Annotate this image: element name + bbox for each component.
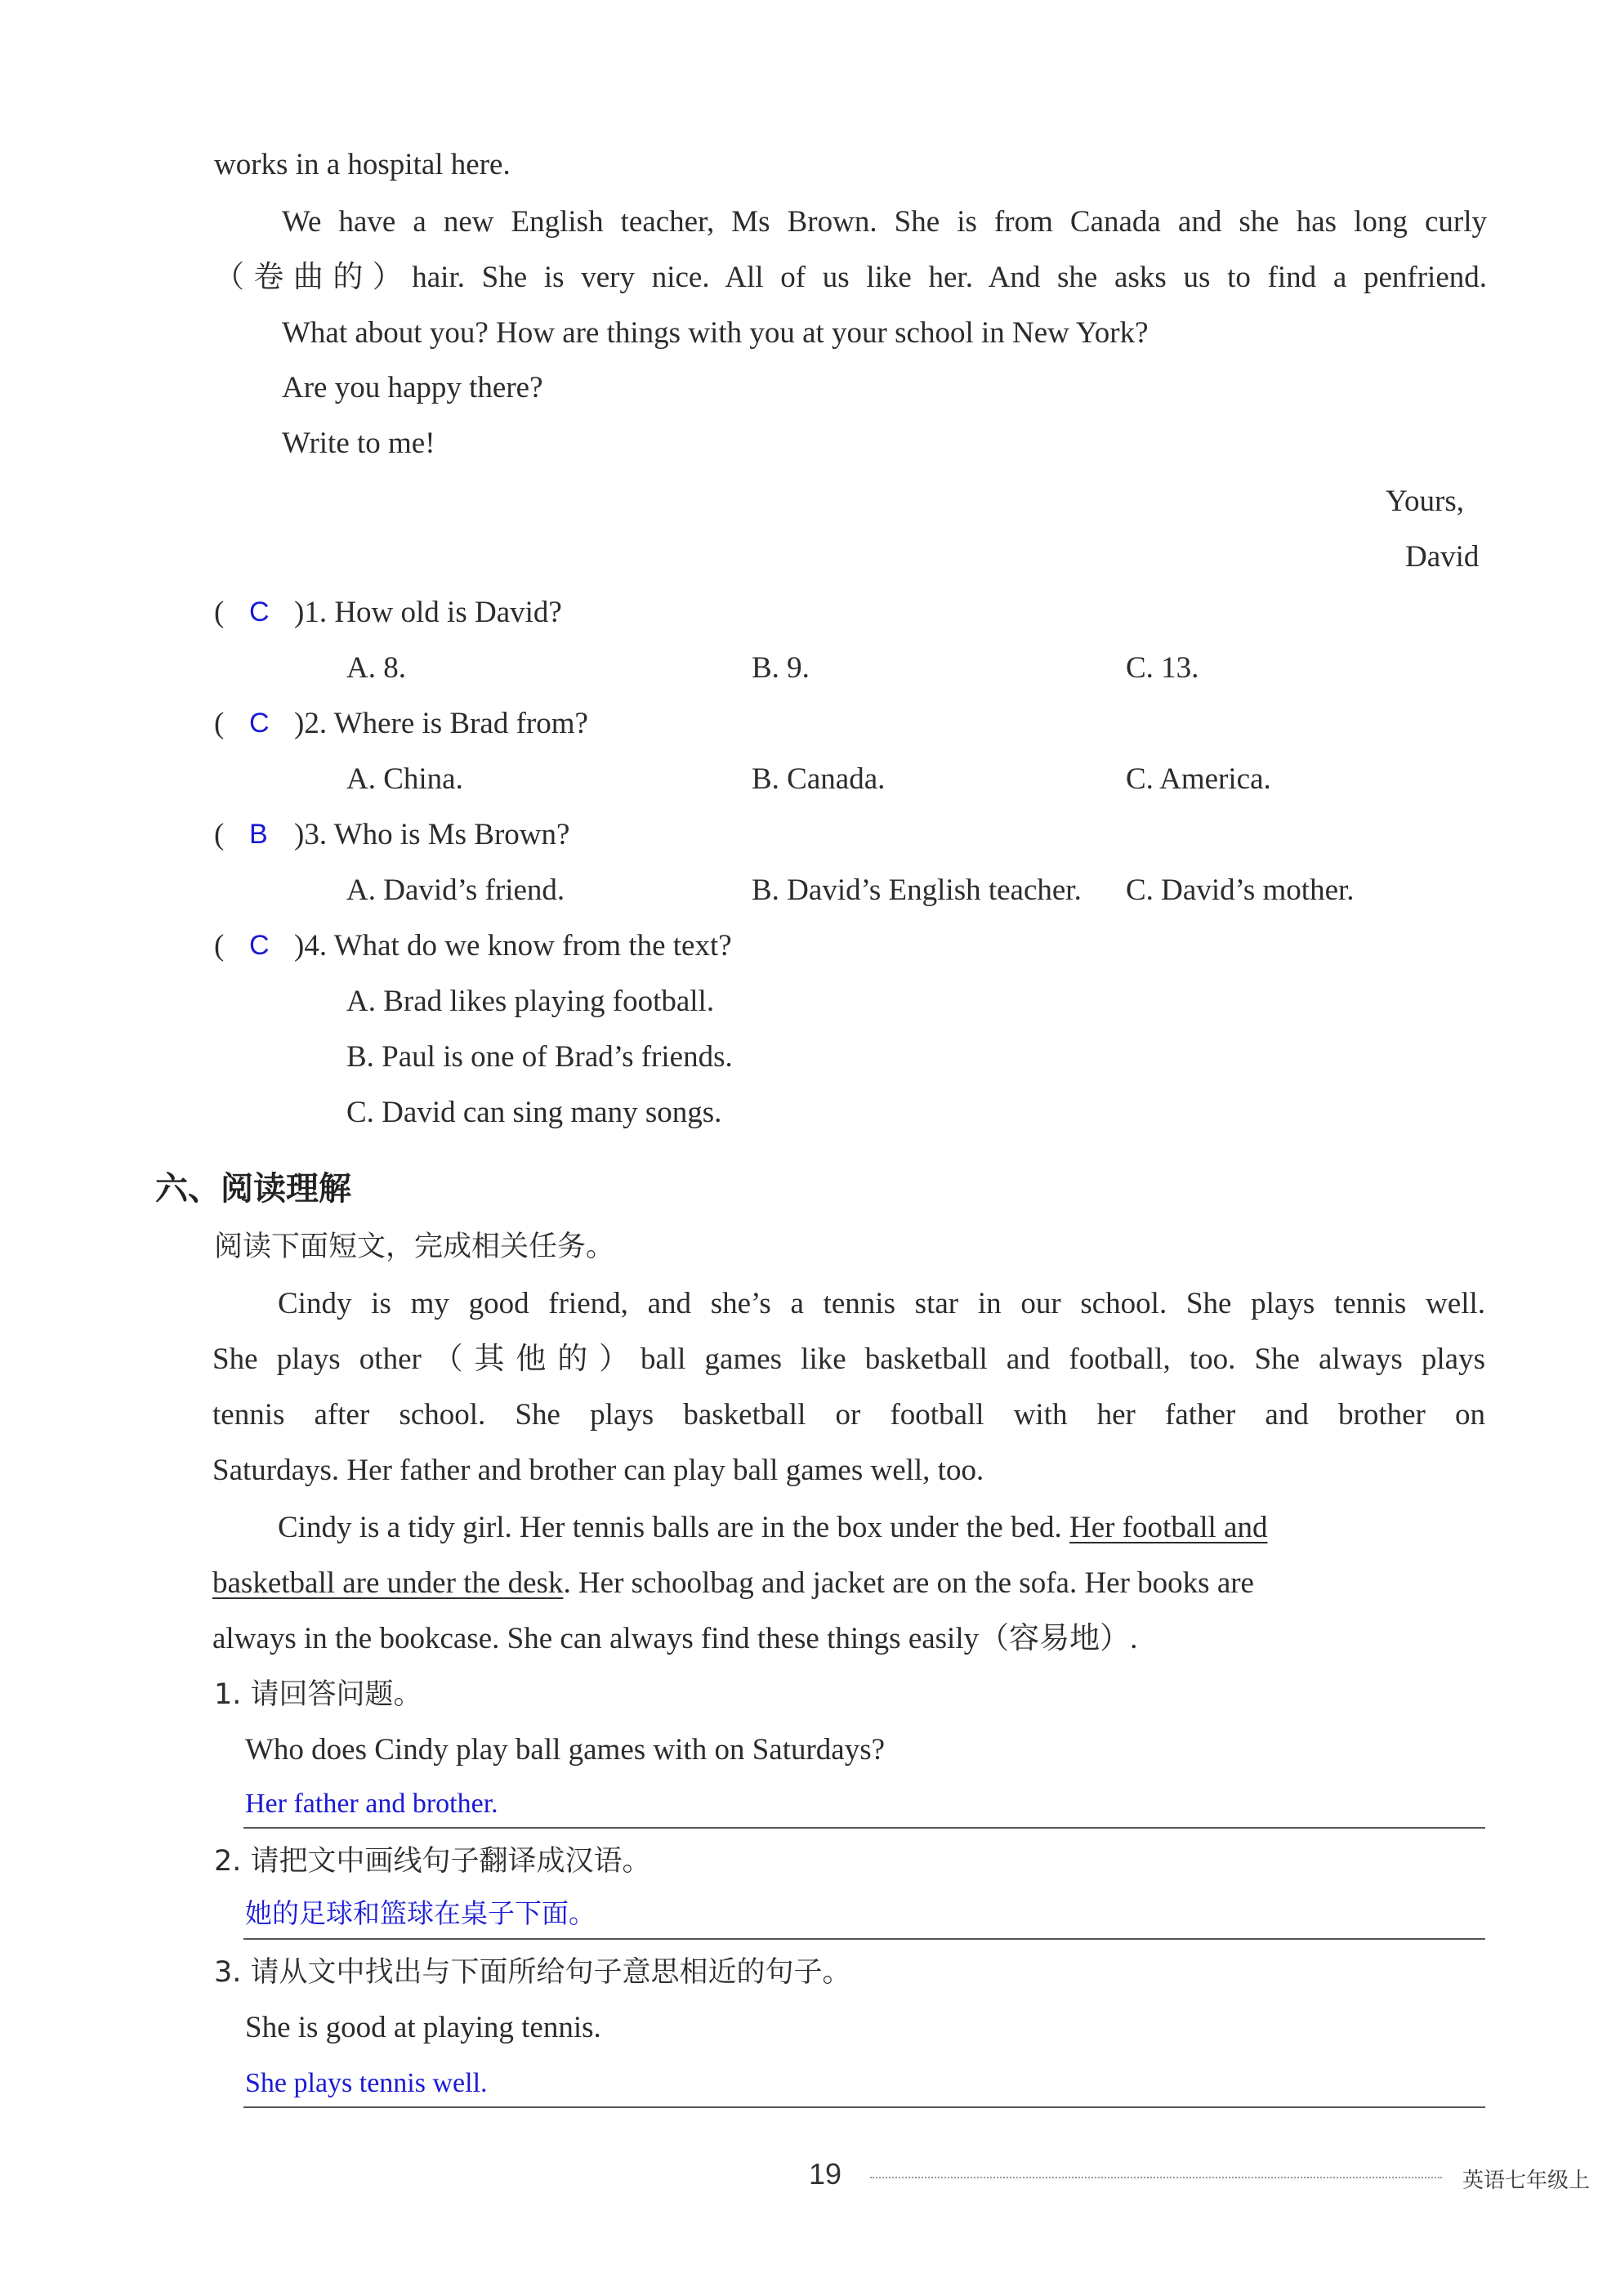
underlined-sentence: Her football and xyxy=(1069,1511,1268,1544)
task-prompt: Who does Cindy play ball games with on Saturdays? xyxy=(245,1733,886,1767)
task-label: 3. 请从文中找出与下面所给句子意思相近的句子。 xyxy=(214,1956,851,1989)
option-a: A. 8. xyxy=(346,651,406,685)
letter-paragraph-line: （卷曲的）hair. She is very nice. All of us like her. And she asks us to find a penfriend. xyxy=(214,261,1487,294)
passage-line: always in the bookcase. She can always find these things easily（容易地）. xyxy=(212,1622,1138,1655)
task-answer: 她的足球和篮球在桌子下面。 xyxy=(245,1897,596,1929)
option-a: A. David’s friend. xyxy=(346,873,565,907)
letter-paragraph: Are you happy there? xyxy=(282,371,543,404)
option-c: C. 13. xyxy=(1126,651,1199,685)
footer-divider xyxy=(870,2177,1442,2178)
option-c: C. David’s mother. xyxy=(1126,873,1355,907)
page-number: 19 xyxy=(809,2157,842,2191)
answer-paren: ( xyxy=(214,707,225,740)
option-a: A. China. xyxy=(346,762,463,796)
question-stem: )4. What do we know from the text? xyxy=(294,929,732,963)
question-stem: )3. Who is Ms Brown? xyxy=(294,818,570,851)
answer-line xyxy=(243,1827,1485,1829)
option-a: A. Brad likes playing football. xyxy=(346,985,715,1018)
section-instruction: 阅读下面短文，完成相关任务。 xyxy=(214,1231,615,1263)
answer-line xyxy=(243,1938,1485,1940)
task-prompt: She is good at playing tennis. xyxy=(245,2011,601,2044)
option-b: B. 9. xyxy=(752,651,810,685)
book-label: 英语七年级上 xyxy=(1462,2169,1591,2193)
option-b: B. Canada. xyxy=(752,762,886,796)
question-stem: )2. Where is Brad from? xyxy=(294,707,588,740)
option-c: C. David can sing many songs. xyxy=(346,1096,722,1129)
letter-paragraph: Write to me! xyxy=(282,427,435,460)
passage-line: Cindy is my good friend, and she’s a tennis star in our school. She plays tennis well. xyxy=(278,1287,1485,1320)
answer-choice: B xyxy=(249,819,268,850)
letter-closing: Yours, xyxy=(1386,485,1464,518)
passage-line: She plays other（其他的）ball games like basketball and football, too. She always plays xyxy=(212,1342,1485,1376)
passage-line: Saturdays. Her father and brother can play ball games well, too. xyxy=(212,1454,984,1487)
answer-paren: ( xyxy=(214,818,225,851)
letter-paragraph-line: We have a new English teacher, Ms Brown. She is from Canada and she has long curly xyxy=(282,205,1487,239)
letter-signature: David xyxy=(1405,540,1480,574)
task-answer: Her father and brother. xyxy=(245,1789,498,1819)
answer-paren: ( xyxy=(214,596,225,629)
option-c: C. America. xyxy=(1126,762,1271,796)
passage-line: tennis after school. She plays basketball or football with her father and brother on xyxy=(212,1398,1485,1432)
answer-choice: C xyxy=(249,596,270,628)
passage-line: Cindy is a tidy girl. Her tennis balls are in the box under the bed. Her football and xyxy=(278,1511,1268,1544)
letter-line-intro: works in a hospital here. xyxy=(214,148,511,181)
option-b: B. Paul is one of Brad’s friends. xyxy=(346,1040,733,1074)
section-heading: 六、阅读理解 xyxy=(155,1170,351,1208)
task-answer: She plays tennis well. xyxy=(245,2068,488,2098)
answer-paren: ( xyxy=(214,929,225,963)
answer-line xyxy=(243,2106,1485,2108)
question-stem: )1. How old is David? xyxy=(294,596,562,629)
answer-choice: C xyxy=(249,708,270,739)
option-b: B. David’s English teacher. xyxy=(752,873,1082,907)
task-label: 2. 请把文中画线句子翻译成汉语。 xyxy=(214,1845,651,1878)
letter-paragraph: What about you? How are things with you at your school in New York? xyxy=(282,316,1149,350)
passage-line: basketball are under the desk. Her schoolbag and jacket are on the sofa. Her books are xyxy=(212,1566,1254,1600)
underlined-sentence: basketball are under the desk xyxy=(212,1566,564,1600)
task-label: 1. 请回答问题。 xyxy=(214,1678,422,1711)
answer-choice: C xyxy=(249,930,270,961)
